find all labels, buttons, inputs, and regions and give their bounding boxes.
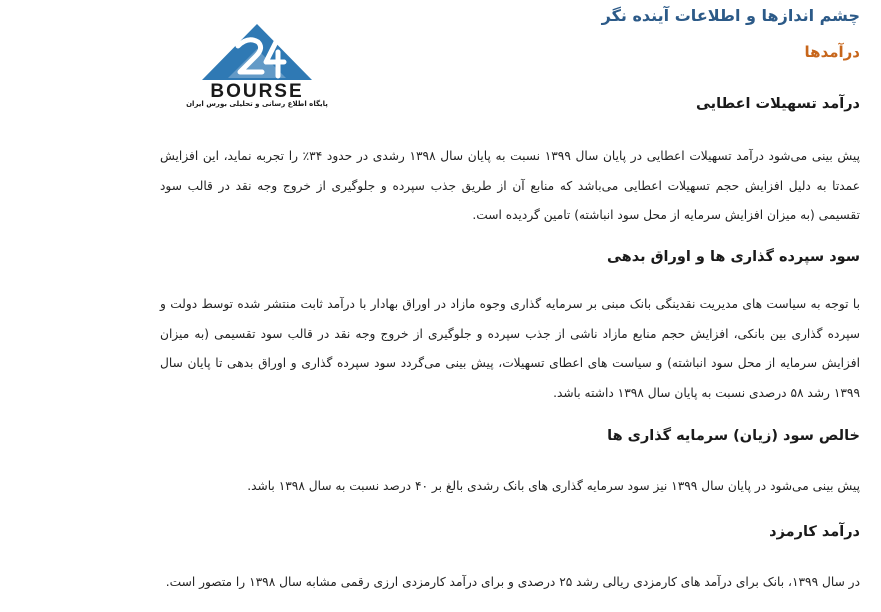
heading-fee-income: درآمد کارمزد — [769, 524, 860, 540]
bourse-logo — [182, 22, 332, 114]
page-title: چشم اندازها و اطلاعات آینده نگر — [601, 6, 860, 25]
paragraph-fee-income: در سال ۱۳۹۹، بانک برای درآمد های کارمزدی ریالی رشد ۲۵ درصدی و برای درآمد کارمزدی ارزی رقمی مشابه سال ۱۳۹۸ را متصور است. — [165, 575, 860, 589]
heading-facility-income: درآمد تسهیلات اعطایی — [695, 96, 860, 112]
logo-caption: پایگاه اطلاع رسانی و تحلیلی بورس ایران — [186, 100, 328, 108]
heading-net-investment-income: خالص سود (زیان) سرمایه گذاری ها — [607, 428, 860, 444]
paragraph-deposit-bond-income: با توجه به سیاست های مدیریت نقدینگی بانک مبنی بر سرمایه گذاری وجوه مازاد در اوراق بهادار با درآمد ثابت منتشر شده توسط دولت و سپرده گذاری بین بانکی، افزایش حجم منابع مازاد ناشی از جذب سپرده و جلوگیری از خروج وجه نقد در قالب سود تقسیمی (به میزان افزایش سرمایه از محل سود انباشته) و سیاست های اعطای تسهیلات، پیش بینی می‌گردد سود سپرده گذاری و اوراق بدهی تا پایان سال ۱۳۹۹ رشد ۵۸ درصدی نسبت به پایان سال ۱۳۹۸ داشته باشد. — [160, 297, 860, 400]
section-title-revenues: درآمدها — [804, 43, 860, 61]
logo-wordmark: BOURSE — [210, 81, 304, 100]
paragraph-net-investment-income: پیش بینی می‌شود در پایان سال ۱۳۹۹ نیز سود سرمایه گذاری های بانک رشدی بالغ بر ۴۰ درصد نسبت به سال ۱۳۹۸ باشد. — [247, 479, 860, 493]
heading-deposit-bond-income: سود سپرده گذاری ها و اوراق بدهی — [606, 249, 860, 265]
paragraph-facility-income: پیش بینی می‌شود درآمد تسهیلات اعطایی در پایان سال ۱۳۹۹ نسبت به پایان سال ۱۳۹۸ رشدی در حدود ۳۴٪ را تجربه نماید، این افزایش عمدتا به دلیل افزایش حجم تسهیلات اعطایی می‌باشد که منابع آن از طریق جذب سپرده و جلوگیری از خروج وجه نقد در قالب سود تقسیمی (به میزان افزایش سرمایه از محل سود انباشته) تامین گردیده است. — [160, 149, 860, 222]
bourse-logo-mark — [182, 22, 332, 100]
